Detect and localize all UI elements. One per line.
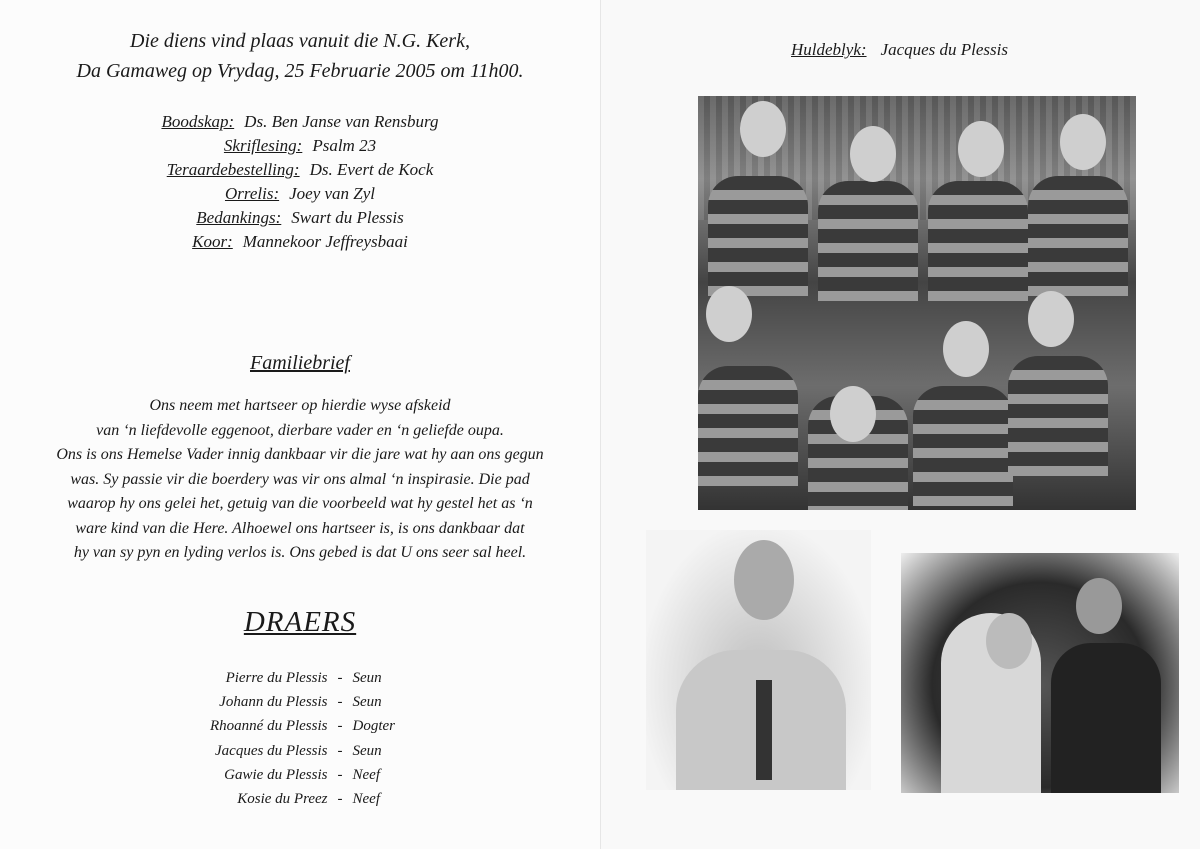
letter-line: waarop hy ons gelei het, getuig van die voorbeeld wat hy gestel het as ‘n <box>67 495 533 512</box>
role-label: Bedankings: <box>196 208 282 227</box>
role-label: Koor: <box>192 232 233 251</box>
draer-name: Jacques du Plessis <box>215 742 328 759</box>
role-value: Mannekoor Jeffreysbaai <box>242 232 408 251</box>
draer-relation: Seun <box>352 694 382 711</box>
dash: - <box>337 742 343 759</box>
role-label: Skriflesing: <box>223 136 303 155</box>
role-label: Boodskap: <box>161 112 235 131</box>
letter-line: ware kind van die Here. Alhoewel ons hartseer is, is ons dankbaar dat <box>75 519 525 537</box>
draer-row <box>0 666 600 690</box>
role-row <box>0 230 600 254</box>
draer-name: Johann du Plessis <box>219 694 328 711</box>
letter-line: van ‘n liefdevolle eggenoot, dierbare vader en ‘n geliefde oupa. <box>96 421 504 439</box>
draers-title: DRAERS <box>243 606 357 638</box>
dash: - <box>337 670 343 686</box>
draer-relation: Seun <box>352 742 382 759</box>
role-row <box>0 110 600 134</box>
draers-list <box>0 666 600 811</box>
tribute-label: Huldeblyk: <box>791 40 867 59</box>
role-row <box>0 158 600 182</box>
service-details <box>0 26 600 86</box>
draer-row <box>0 739 600 763</box>
draer-name: Rhoanné du Plessis <box>210 718 328 735</box>
familiebrief-title: Familiebrief <box>250 352 350 374</box>
service-line-2: Da Gamaweg op Vrydag, 25 Februarie 2005 om 11h00. <box>76 60 524 82</box>
draer-name: Gawie du Plessis <box>224 766 328 783</box>
draer-relation: Dogter <box>352 718 395 735</box>
role-row <box>0 182 600 206</box>
rugby-team-photo <box>698 96 1136 510</box>
draer-row <box>0 714 600 738</box>
role-row <box>0 206 600 230</box>
dash: - <box>337 791 343 808</box>
letter-line: was. Sy passie vir die boerdery was vir ons almal ‘n inspirasie. Die pad <box>70 470 530 488</box>
role-label: Orrelis: <box>224 184 280 203</box>
service-roles <box>0 110 600 254</box>
role-value: Joey van Zyl <box>289 184 376 203</box>
role-label: Teraardebestelling: <box>166 160 300 179</box>
role-value: Ds. Evert de Kock <box>309 160 434 179</box>
letter-line: Ons neem met hartseer op hierdie wyse afskeid <box>149 397 451 414</box>
service-line-1: Die diens vind plaas vanuit die N.G. Kerk, <box>130 30 470 52</box>
dash: - <box>337 766 343 783</box>
wedding-photo <box>901 553 1179 793</box>
portrait-photo <box>646 530 871 790</box>
role-value: Swart du Plessis <box>291 208 404 227</box>
draer-name: Kosie du Preez <box>237 791 328 808</box>
dash: - <box>337 718 343 735</box>
role-row <box>0 134 600 158</box>
familiebrief-text <box>10 394 590 566</box>
dash: - <box>337 694 343 711</box>
letter-line: hy van sy pyn en lyding verlos is. Ons gebed is dat U ons seer sal heel. <box>73 544 527 561</box>
tribute <box>791 40 1008 60</box>
draer-row <box>0 763 600 787</box>
role-value: Ds. Ben Janse van Rensburg <box>244 112 439 131</box>
right-page <box>600 0 1200 849</box>
draer-name: Pierre du Plessis <box>225 670 328 686</box>
letter-line: Ons is ons Hemelse Vader innig dankbaar vir die jare wat hy aan ons gegun <box>56 446 544 463</box>
draer-relation: Seun <box>352 670 382 686</box>
draer-relation: Neef <box>352 766 380 783</box>
draer-row <box>0 787 600 811</box>
role-value: Psalm 23 <box>312 136 377 155</box>
draer-relation: Neef <box>352 791 380 808</box>
draer-row <box>0 690 600 714</box>
tribute-name: Jacques du Plessis <box>880 40 1009 59</box>
